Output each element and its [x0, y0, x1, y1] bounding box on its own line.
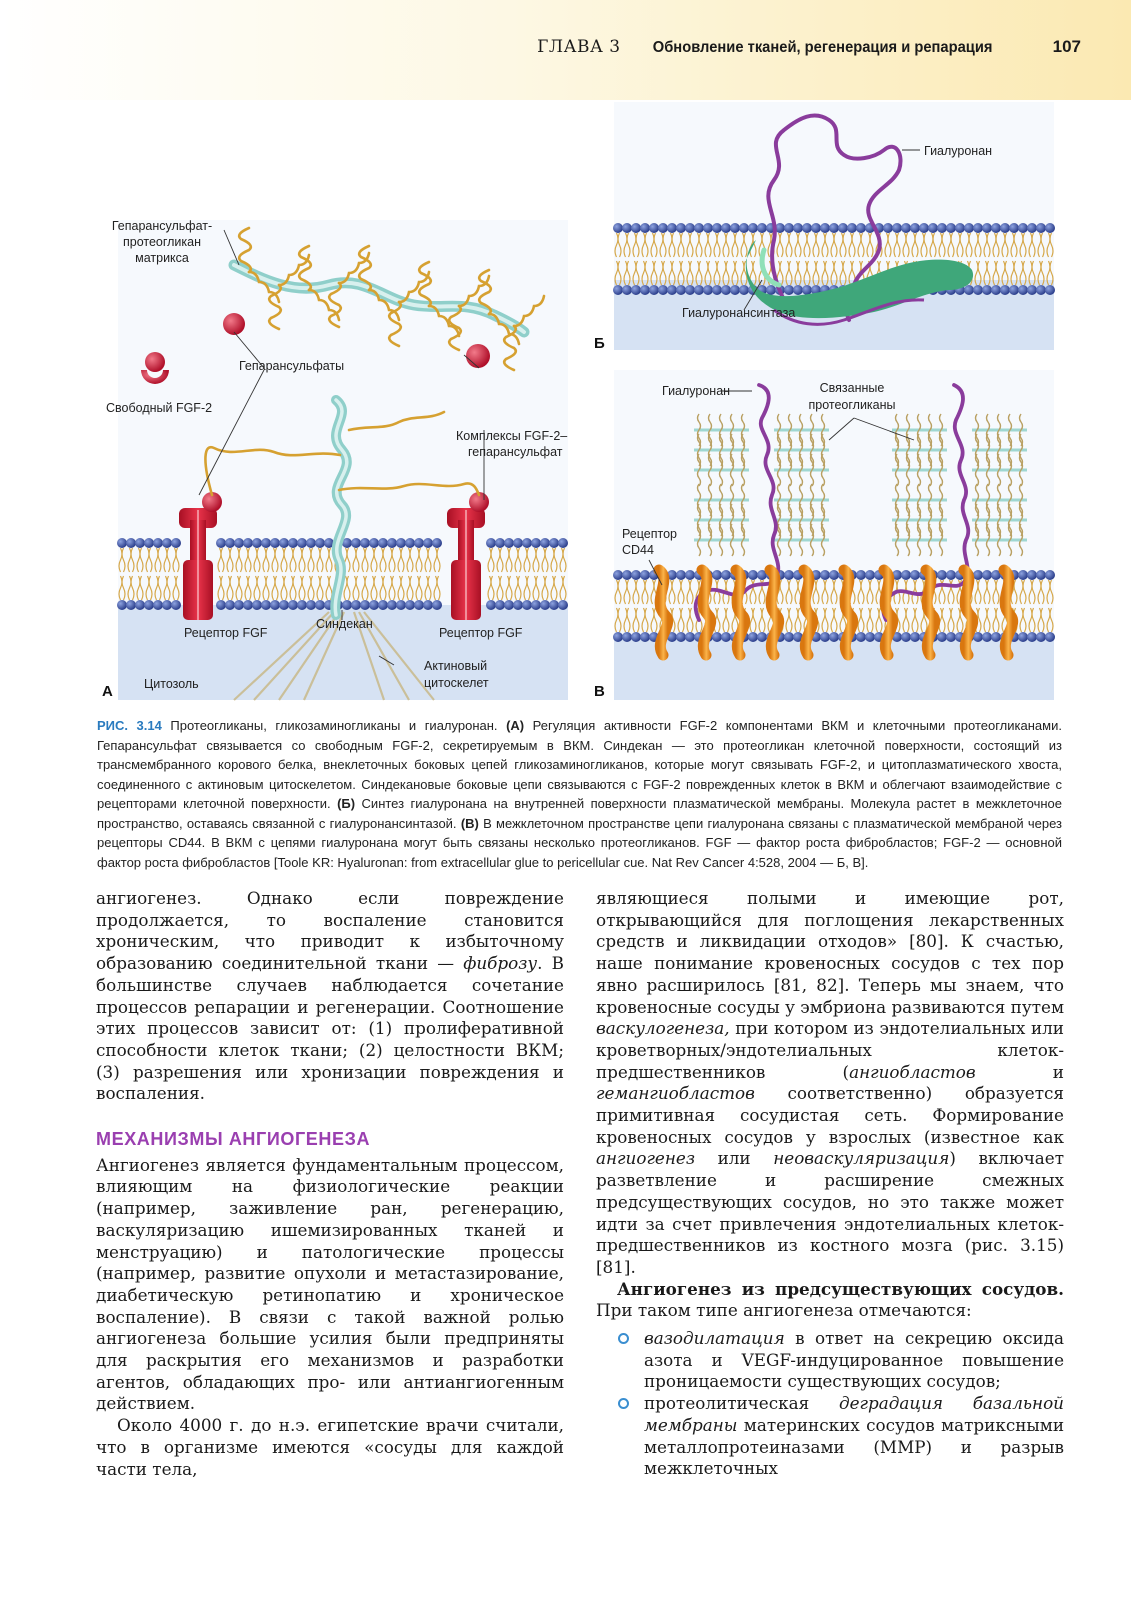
caption-part-b: Синтез гиалуронана на внутренней поверхности плазматической мембраны. Молекула растет в межклеточное пространство, оставаясь связанной с гиалуронансинтазой. — [97, 796, 1062, 831]
left-column — [96, 888, 564, 1480]
svg-text:протеогликан: протеогликан — [122, 235, 202, 249]
caption-part-a-label: (А) — [506, 718, 525, 733]
svg-text:Рецептор: Рецептор — [622, 527, 677, 541]
label-fgf-receptor-right: Рецептор FGF — [439, 626, 523, 640]
panel-label-c: В — [594, 683, 605, 700]
bullet-list — [596, 1328, 1064, 1480]
panel-c-cytosol — [614, 635, 1054, 700]
running-header — [537, 37, 1081, 57]
label-hyaluronan-b: Гиалуронан — [924, 144, 993, 158]
paragraph: Около 4000 г. до н.э. египетские врачи считали, что в организме имеются «сосуды для каждой части тела, — [96, 1415, 564, 1479]
svg-text:матрикса: матрикса — [135, 251, 189, 265]
svg-text:протеогликаны: протеогликаны — [808, 398, 896, 412]
label-syndecan: Синдекан — [316, 617, 373, 631]
panel-label-a: А — [102, 683, 113, 700]
paragraph: ангиогенез. Однако если повреждение продолжается, то воспаление становится хроническим, что приводит к избыточному образованию соединительной ткани — фиброзу. В большинстве случаев наблюдается сочетание процессов репарации и регенерации. Соотношение этих процессов зависит от: (1) пролиферативной способности клеток ткани; (2) целостности ВКМ; (3) разрешения или хронизации повреждения и воспаления. — [96, 888, 564, 1104]
caption-label: РИС. 3.14 — [97, 718, 162, 733]
label-heparan-sulfates: Гепарансульфаты — [239, 359, 345, 373]
list-item: вазодилатация в ответ на секрецию оксида азота и VEGF-индуцированное повышение проницаемости существующих сосудов; — [596, 1328, 1064, 1393]
page-number: 107 — [1052, 37, 1081, 56]
label-free-fgf2: Свободный FGF-2 — [106, 401, 213, 415]
svg-text:Гепарансульфат-: Гепарансульфат- — [111, 219, 213, 233]
paragraph: Ангиогенез является фундаментальным процессом, влияющим на физиологические реакции (например, заживление ран, регенерацию, васкуляризацию ишемизированных тканей и менструацию) и патологические процессы (например, развитие опухоли и метастазирование, диабетическую ретинопатию и хроническое воспаление). В связи с такой важной ролью ангиогенеза большие усилия были предприняты для раскрытия его механизмов и разработки агентов, обладающих про- или антиангиогенным действием. — [96, 1154, 564, 1414]
figure-3-14 — [84, 100, 1064, 710]
caption-part-c: В межклеточном пространстве цепи гиалуронана связаны с плазматической мембраной через рецепторы CD44. В ВКМ с цепями гиалуронана могут быть связаны несколько протеогликанов. FGF — фактор роста фибробластов; FGF-2 — основной фактор роста фибробластов [Toole KR: Hyaluronan: from extracellular glue to pericellular cue. Nat Rev Cancer 4:528, 2004 — Б, В]. — [97, 815, 1062, 870]
fgf2-molecule — [466, 344, 490, 368]
fgf2-molecule — [223, 313, 245, 335]
label-hyaluronan-c: Гиалуронан — [662, 384, 731, 398]
section-heading: МЕХАНИЗМЫ АНГИОГЕНЕЗА — [96, 1129, 371, 1150]
chapter-title: Обновление тканей, регенерация и репарация — [652, 39, 993, 56]
svg-text:CD44: CD44 — [622, 543, 654, 557]
label-hyaluronan-synthase: Гиалуронансинтаза — [682, 306, 796, 320]
paragraph: являющиеся полыми и имеющие рот, открывающийся для поглощения лекарственных средств и ликвидации отходов» [80]. К счастью, наше понимание кровеносных сосудов с тех пор явно расширилось [81, 82]. Теперь мы знаем, что кровеносные сосуды у эмбриона развиваются путем васкулогенеза, при котором из эндотелиальных или кроветворных/эндотелиальных клеток-предшественников (ангиобластов и гемангиобластов соответственно) образуется примитивная сосудистая сеть. Формирование кровеносных сосудов у взрослых (известное как ангиогенез или неоваскуляризация) включает разветвление и расширение смежных предсуществующих сосудов, но это также может идти за счет привлечения эндотелиальных клеток-предшественников из костного мозга (рис. 3.15) [81]. — [596, 888, 1065, 1277]
svg-text:цитоскелет: цитоскелет — [424, 676, 489, 690]
panel-label-b: Б — [594, 335, 605, 352]
svg-text:гепарансульфат: гепарансульфат — [468, 445, 563, 459]
right-column — [596, 888, 1064, 1480]
caption-part-b-label: (Б) — [337, 796, 356, 811]
figure-caption — [97, 716, 1062, 872]
bullet-icon — [618, 1333, 629, 1344]
bullet-icon — [618, 1398, 629, 1409]
paragraph: Ангиогенез из предсуществующих сосудов. При таком типе ангиогенеза отмечаются: — [596, 1278, 1064, 1321]
chapter-label: ГЛАВА 3 — [537, 37, 621, 57]
caption-part-c-label: (В) — [460, 815, 479, 831]
label-cytosol: Цитозоль — [144, 677, 199, 691]
svg-text:Актиновый: Актиновый — [424, 659, 488, 673]
svg-text:Связанные: Связанные — [819, 381, 885, 395]
list-item: протеолитическая деградация базальной мембраны материнских сосудов матриксными металлопротеиназами (ММР) и разрыв межклеточных — [596, 1393, 1064, 1480]
caption-part-a: Регуляция активности FGF-2 компонентами ВКМ и клеточными протеогликанами. Гепарансульфат связывается со свободным FGF-2, секретируемым в ВКМ. Синдекан — это протеогликан клеточной поверхности, состоящий из трансмембранного корового белка, внеклеточных боковых цепей гликозаминогликанов, которые могут связывать FGF-2, и цитоплазматического хвоста, соединенного с актиновым цитоскелетом. Синдекановые боковые цепи связываются с FGF-2 поврежденных клеток в ВКМ и облегчают взаимодействие с рецепторами клеточной поверхности. — [97, 718, 1062, 811]
label-fgf-receptor-left: Рецептор FGF — [184, 626, 268, 640]
svg-text:Комплексы FGF-2–: Комплексы FGF-2– — [456, 429, 568, 443]
caption-title: Протеогликаны, гликозаминогликаны и гиалуронан. — [170, 718, 498, 733]
